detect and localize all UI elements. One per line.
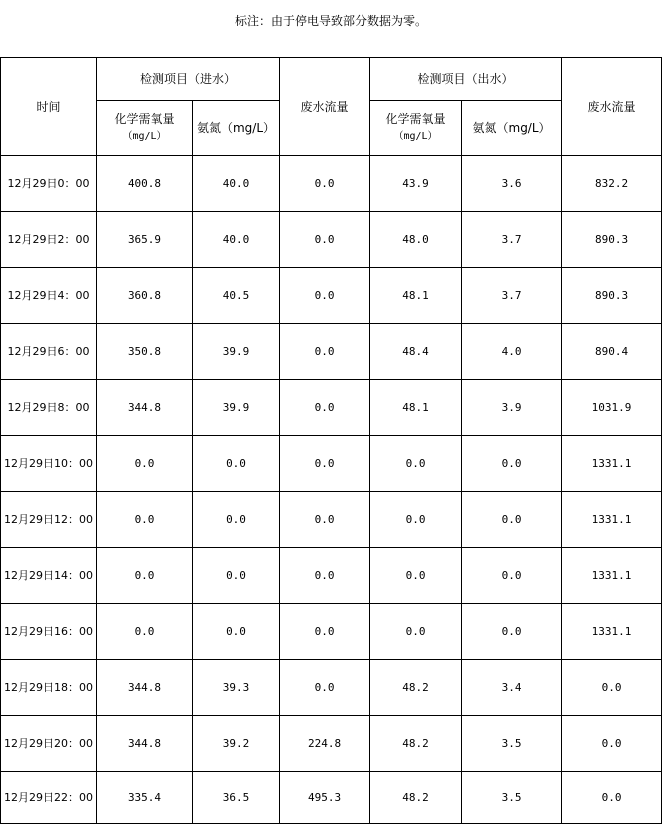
- table-row: [1, 436, 662, 492]
- header-inlet-flow: 废水流量: [280, 58, 370, 156]
- cell-inlet-cod: 360.8: [97, 268, 193, 324]
- table-row: [1, 156, 662, 212]
- cell-outlet-flow: 1331.1: [562, 604, 662, 660]
- cell-inlet-nh3: 0.0: [193, 604, 280, 660]
- cell-outlet-cod: 0.0: [370, 548, 462, 604]
- header-inlet-cod-label: 化学需氧量: [114, 112, 175, 126]
- cell-outlet-nh3: 0.0: [462, 548, 562, 604]
- cell-inlet-nh3: 39.2: [193, 716, 280, 772]
- cell-outlet-cod: 48.1: [370, 268, 462, 324]
- cell-inlet-nh3: 39.3: [193, 660, 280, 716]
- table-row: [1, 548, 662, 604]
- cell-inlet-flow: 0.0: [280, 380, 370, 436]
- cell-inlet-flow: 0.0: [280, 492, 370, 548]
- cell-time: 12月29日16：00: [1, 604, 97, 660]
- cell-outlet-flow: 0.0: [562, 660, 662, 716]
- cell-inlet-nh3: 40.5: [193, 268, 280, 324]
- cell-time: 12月29日20：00: [1, 716, 97, 772]
- table-body: [1, 156, 662, 824]
- cell-outlet-flow: 832.2: [562, 156, 662, 212]
- header-inlet-cod-unit: （mg/L）: [122, 131, 167, 142]
- cell-inlet-flow: 0.0: [280, 660, 370, 716]
- table-row: [1, 604, 662, 660]
- cell-outlet-cod: 0.0: [370, 604, 462, 660]
- table-row: [1, 212, 662, 268]
- cell-inlet-flow: 0.0: [280, 436, 370, 492]
- header-outlet-cod-label: 化学需氧量: [385, 112, 446, 126]
- cell-inlet-flow: 0.0: [280, 548, 370, 604]
- cell-outlet-cod: 43.9: [370, 156, 462, 212]
- cell-inlet-flow: 0.0: [280, 156, 370, 212]
- cell-outlet-cod: 48.4: [370, 324, 462, 380]
- cell-inlet-cod: 344.8: [97, 716, 193, 772]
- cell-outlet-flow: 890.3: [562, 212, 662, 268]
- cell-outlet-nh3: 0.0: [462, 492, 562, 548]
- cell-outlet-nh3: 0.0: [462, 604, 562, 660]
- cell-outlet-flow: 0.0: [562, 772, 662, 824]
- cell-inlet-flow: 224.8: [280, 716, 370, 772]
- cell-inlet-nh3: 36.5: [193, 772, 280, 824]
- table-row: [1, 660, 662, 716]
- cell-inlet-cod: 400.8: [97, 156, 193, 212]
- header-outlet-cod-unit: （mg/L）: [393, 131, 438, 142]
- cell-time: 12月29日10：00: [1, 436, 97, 492]
- cell-outlet-flow: 1331.1: [562, 436, 662, 492]
- cell-outlet-flow: 1031.9: [562, 380, 662, 436]
- cell-inlet-nh3: 40.0: [193, 212, 280, 268]
- cell-inlet-cod: 335.4: [97, 772, 193, 824]
- cell-inlet-cod: 0.0: [97, 492, 193, 548]
- header-outlet-cod: [370, 101, 462, 156]
- cell-inlet-nh3: 0.0: [193, 436, 280, 492]
- cell-outlet-flow: 1331.1: [562, 492, 662, 548]
- cell-time: 12月29日22：00: [1, 772, 97, 824]
- table-row: [1, 716, 662, 772]
- table-row: [1, 324, 662, 380]
- header-inlet-cod: [97, 101, 193, 156]
- cell-outlet-nh3: 3.4: [462, 660, 562, 716]
- cell-inlet-cod: 0.0: [97, 548, 193, 604]
- cell-inlet-flow: 0.0: [280, 604, 370, 660]
- header-outlet-group: 检测项目（出水）: [370, 58, 562, 101]
- cell-inlet-cod: 344.8: [97, 380, 193, 436]
- cell-inlet-cod: 350.8: [97, 324, 193, 380]
- cell-inlet-flow: 0.0: [280, 324, 370, 380]
- cell-inlet-nh3: 0.0: [193, 492, 280, 548]
- cell-inlet-flow: 495.3: [280, 772, 370, 824]
- cell-time: 12月29日4：00: [1, 268, 97, 324]
- header-outlet-nh3: 氨氮（mg/L）: [462, 101, 562, 156]
- cell-outlet-cod: 48.0: [370, 212, 462, 268]
- cell-inlet-nh3: 39.9: [193, 324, 280, 380]
- cell-outlet-flow: 0.0: [562, 716, 662, 772]
- cell-inlet-cod: 344.8: [97, 660, 193, 716]
- table-row: [1, 380, 662, 436]
- cell-outlet-cod: 48.2: [370, 716, 462, 772]
- cell-time: 12月29日12：00: [1, 492, 97, 548]
- table-row: [1, 492, 662, 548]
- cell-inlet-nh3: 40.0: [193, 156, 280, 212]
- cell-inlet-nh3: 0.0: [193, 548, 280, 604]
- table-row: [1, 772, 662, 824]
- note-text: 标注：由于停电导致部分数据为零。: [234, 14, 427, 28]
- cell-time: 12月29日8：00: [1, 380, 97, 436]
- cell-outlet-flow: 890.3: [562, 268, 662, 324]
- cell-outlet-flow: 1331.1: [562, 548, 662, 604]
- cell-outlet-flow: 890.4: [562, 324, 662, 380]
- cell-outlet-nh3: 3.7: [462, 212, 562, 268]
- table-row: [1, 268, 662, 324]
- cell-time: 12月29日14：00: [1, 548, 97, 604]
- cell-time: 12月29日18：00: [1, 660, 97, 716]
- cell-outlet-cod: 48.1: [370, 380, 462, 436]
- cell-time: 12月29日0：00: [1, 156, 97, 212]
- cell-time: 12月29日2：00: [1, 212, 97, 268]
- cell-inlet-cod: 365.9: [97, 212, 193, 268]
- cell-outlet-nh3: 0.0: [462, 436, 562, 492]
- monitoring-table: [0, 57, 662, 824]
- cell-outlet-cod: 0.0: [370, 436, 462, 492]
- cell-inlet-cod: 0.0: [97, 436, 193, 492]
- cell-outlet-nh3: 4.0: [462, 324, 562, 380]
- cell-inlet-nh3: 39.9: [193, 380, 280, 436]
- cell-outlet-cod: 48.2: [370, 660, 462, 716]
- cell-outlet-cod: 48.2: [370, 772, 462, 824]
- header-time: 时间: [1, 58, 97, 156]
- cell-time: 12月29日6：00: [1, 324, 97, 380]
- cell-outlet-nh3: 3.5: [462, 716, 562, 772]
- header-inlet-group: 检测项目（进水）: [97, 58, 280, 101]
- cell-outlet-nh3: 3.7: [462, 268, 562, 324]
- cell-outlet-nh3: 3.6: [462, 156, 562, 212]
- cell-inlet-flow: 0.0: [280, 268, 370, 324]
- cell-inlet-flow: 0.0: [280, 212, 370, 268]
- cell-inlet-cod: 0.0: [97, 604, 193, 660]
- cell-outlet-nh3: 3.9: [462, 380, 562, 436]
- header-outlet-flow: 废水流量: [562, 58, 662, 156]
- cell-outlet-cod: 0.0: [370, 492, 462, 548]
- header-inlet-nh3: 氨氮（mg/L）: [193, 101, 280, 156]
- cell-outlet-nh3: 3.5: [462, 772, 562, 824]
